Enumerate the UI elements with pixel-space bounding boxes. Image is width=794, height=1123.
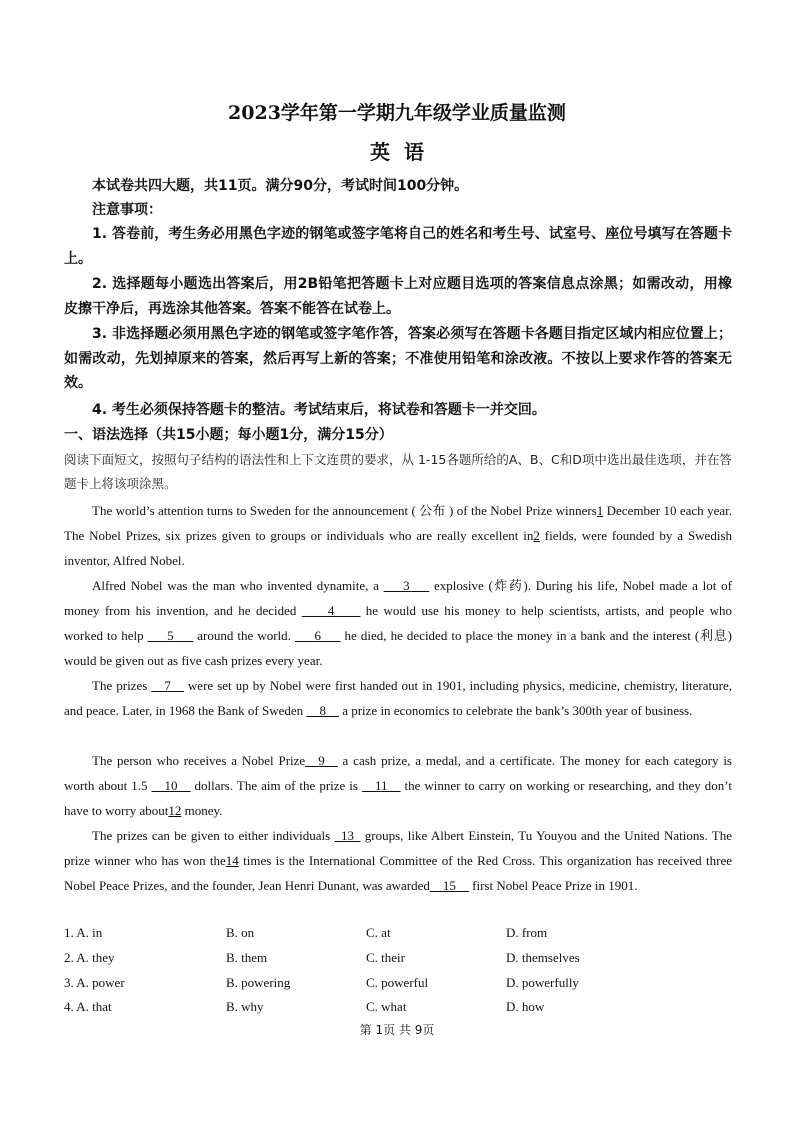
option-4d: D. how (506, 999, 545, 1014)
notice-heading: 注意事项： (92, 202, 162, 218)
option-1d: D. from (506, 925, 548, 940)
blank-4: ____4____ (301, 603, 361, 618)
text-run: the winner to carry on working or researching, and they don’t have to worry about (64, 778, 733, 818)
exam-title: 2023学年第一学期九年级学业质量监测 (228, 102, 566, 124)
blank-2: 2 (533, 528, 540, 543)
option-3a: 3. A. power (64, 975, 125, 990)
options-row-1 (64, 925, 732, 949)
notice-item-1: 1. 答卷前，考生务必用黑色字迹的钢笔或签字笔将自己的姓名和考生号、试室号、座位号填写在答题卡上。 (64, 226, 732, 267)
blank-3: ___3___ (383, 578, 430, 593)
text-run: December 10 each year. The Nobel Prizes, six prizes given to groups or individuals who are really excellent in (64, 503, 733, 543)
options-row-4 (64, 999, 732, 1023)
blank-15: __15__ (429, 878, 469, 893)
text-run: he would use his money to help scientists, artists, and people who worked to help (64, 603, 732, 643)
text-run: The prizes can be given to either individuals (92, 828, 335, 843)
text-run: The prizes (92, 678, 152, 693)
text-run: dollars. The aim of the prize is (190, 778, 362, 793)
passage-paragraph-5 (64, 823, 732, 898)
option-2c: C. their (366, 950, 405, 965)
text-run: times is the International Committee of the Red Cross. This organization has received three Nobel Peace Prizes, and the founder, Jean Henri Dunant, was awarded (64, 853, 732, 893)
blank-14: 14 (225, 853, 239, 868)
text-run: were set up by Nobel were first handed out in 1901, including physics, medicine, chemistry, literature, and peace. Later, in 1968 the Bank of Sweden (64, 678, 732, 718)
text-run: The person who receives a Nobel Prize (92, 753, 306, 768)
options-row-2 (64, 950, 732, 974)
option-1c: C. at (366, 925, 391, 940)
option-2a: 2. A. they (64, 950, 115, 965)
text-run: he died, he decided to place the money in a bank and the interest (利息) would be given out as five cash prizes every year. (64, 628, 732, 668)
blank-12: 12 (168, 803, 182, 818)
text-run: fields, were founded by a Swedish inventor, Alfred Nobel. (64, 528, 733, 568)
text-run: first Nobel Peace Prize in 1901. (468, 878, 638, 893)
passage-paragraph-4 (64, 748, 732, 823)
subject-title: 英语 (370, 140, 438, 164)
blank-9: __9__ (305, 753, 338, 768)
options-row-3 (64, 975, 732, 999)
blank-5: ___5___ (147, 628, 194, 643)
text-run: around the world. (193, 628, 295, 643)
blank-6: ___6___ (294, 628, 341, 643)
text-run: money. (181, 803, 223, 818)
blank-11: __11__ (361, 778, 401, 793)
option-4c: C. what (366, 999, 407, 1014)
passage-paragraph-2 (64, 573, 732, 673)
text-run: a cash prize, a medal, and a certificate. The money for each category is worth about 1.5 (64, 753, 732, 793)
text-run: Alfred Nobel was the man who invented dynamite, a (92, 578, 384, 593)
text-run: a prize in economics to celebrate the bank’s 300th year of business. (338, 703, 693, 718)
blank-7: __7__ (151, 678, 184, 693)
option-3c: C. powerful (366, 975, 429, 990)
blank-10: __10__ (151, 778, 191, 793)
section-heading: 一、语法选择（共15小题；每小题1分，满分15分） (64, 427, 393, 443)
exam-intro: 本试卷共四大题，共11页。满分90分，考试时间100分钟。 (92, 178, 469, 194)
blank-13: _13_ (334, 828, 361, 843)
notice-item-4: 4. 考生必须保持答题卡的整洁。考试结束后，将试卷和答题卡一并交回。 (92, 402, 546, 418)
option-2b: B. them (226, 950, 268, 965)
blank-8: __8__ (306, 703, 339, 718)
text-run: The world’s attention turns to Sweden for the announcement ( 公布 ) of the Nobel Prize winners (92, 503, 597, 518)
page-number: 第 1页 共 9页 (359, 1023, 435, 1037)
notice-item-2: 2. 选择题每小题选出答案后，用2B铅笔把答题卡上对应题目选项的答案信息点涂黑；如需改动，用橡皮擦干净后，再选涂其他答案。答案不能答在试卷上。 (64, 276, 732, 317)
notice-item-3: 3. 非选择题必须用黑色字迹的钢笔或签字笔作答，答案必须写在答题卡各题目指定区域内相应位置上；如需改动，先划掉原来的答案，然后再写上新的答案；不准使用铅笔和涂改液。不按以上要求作答的答案无效。 (64, 326, 732, 391)
option-3d: D. powerfully (506, 975, 579, 990)
text-run: explosive (炸药). During his life, Nobel made a lot of money from his invention, and he decided (64, 578, 732, 618)
text-run: groups, like Albert Einstein, Tu Youyou and the United Nations. The prize winner who has won the (64, 828, 732, 868)
option-3b: B. powering (226, 975, 291, 990)
section-directions: 阅读下面短文，按照句子结构的语法性和上下文连贯的要求，从 1-15各题所给的A、B、C和D项中选出最佳选项，并在答题卡上将该项涂黑。 (64, 452, 732, 491)
blank-1: 1 (596, 503, 604, 518)
option-1a: 1. A. in (64, 925, 103, 940)
option-4b: B. why (226, 999, 264, 1014)
passage-paragraph-1 (64, 498, 732, 573)
option-4a: 4. A. that (64, 999, 112, 1014)
option-1b: B. on (226, 925, 255, 940)
option-2d: D. themselves (506, 950, 580, 965)
passage-paragraph-3 (64, 673, 732, 723)
